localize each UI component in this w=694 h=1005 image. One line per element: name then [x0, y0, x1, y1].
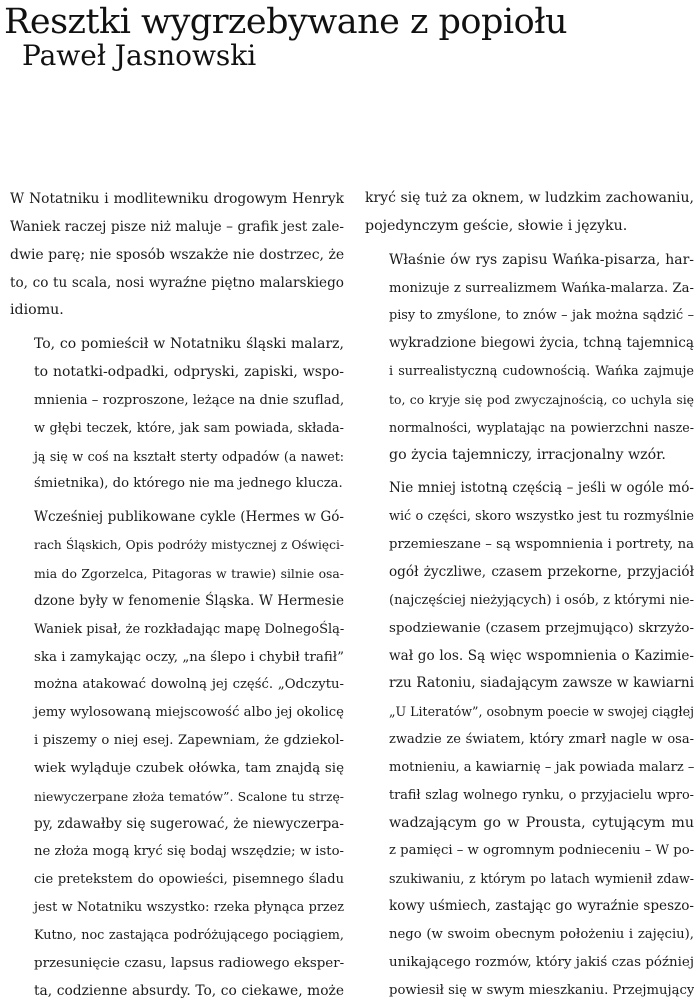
text-line: nego (w swoim obecnym położeniu i zajęciu),: [389, 926, 694, 942]
text-line: „U Literatów”, osobnym poecie w swojej ciągłej: [389, 704, 694, 720]
article-title: Resztki wygrzebywane z popiołu: [4, 2, 568, 42]
paragraph: [10, 504, 344, 1005]
text-line: Nie mniej istotną częścią – jeśli w ogóle mó-: [389, 480, 694, 497]
text-line: ne złoża mogą kryć się bodaj wszędzie; w isto-: [34, 844, 344, 860]
text-line: ta, codzienne absurdy. To, co ciekawe, może: [34, 982, 344, 999]
text-line: mnienia – rozproszone, leżące na dnie szuflad,: [34, 392, 345, 408]
text-line: szukiwaniu, z którym po latach wymienił zdaw-: [389, 871, 694, 887]
text-line: i surrealistyczną cudownością. Wańka zajmuje: [389, 364, 694, 380]
text-line: przemieszane – są wspomnienia i portrety, na: [389, 537, 694, 553]
text-line: Kutno, noc zastająca podróżującego pociągiem,: [34, 927, 344, 943]
text-line: wykradzione biegowi życia, tchną tajemnicą: [389, 335, 694, 352]
text-line: go życia tajemniczy, irracjonalny wzór.: [389, 446, 666, 463]
text-line: kowy uśmiech, zastając go wyraźnie speszo-: [389, 898, 694, 915]
paragraph: [10, 331, 344, 498]
text-line: można atakować dowolną jej część. „Odczytu-: [34, 677, 344, 693]
text-line: spodziewanie (czasem przejmująco) skrzyżo-: [389, 620, 694, 636]
text-line: dwie parę; nie sposób wszakże nie dostrzec, że: [10, 246, 345, 263]
text-line: monizuje z surrealizmem Wańka-malarza. Za-: [389, 280, 694, 296]
text-line: to notatki-odpadki, odpryski, zapiski, wspo-: [34, 364, 344, 381]
text-line: powiesił się w swym mieszkaniu. Przejmujący: [389, 982, 694, 998]
text-line: W Notatniku i modlitewniku drogowym Henryk: [10, 191, 344, 207]
text-line: ją się w coś na kształt sterty odpadów (a nawet:: [34, 448, 344, 464]
text-line: trafił szlag wolnego rynku, o przyjacielu wpro-: [389, 787, 694, 803]
paragraph: [365, 475, 694, 1004]
text-line: Waniek raczej pisze niż maluje – grafik jest zale-: [10, 218, 344, 235]
text-line: normalności, wyplatając na powierzchni nasze-: [389, 419, 694, 435]
text-line: jemy wylosowaną miejscowość albo jej okolicę: [34, 705, 344, 721]
text-line: unikającego rozmów, który jakiś czas później: [389, 954, 694, 970]
text-line: Właśnie ów rys zapisu Wańka-pisarza, har-: [389, 251, 694, 268]
text-line: rach Śląskich, Opis podróży mistycznej z Oświęci-: [34, 538, 344, 553]
text-line: ogół życzliwe, czasem przekorne, przyjaciół: [389, 563, 694, 580]
paragraph: [365, 185, 694, 241]
text-line: motnieniu, a kawiarnię – jak powiada malarz –: [389, 759, 694, 775]
text-line: wadzającym go w Prousta, cytującym mu: [389, 814, 694, 831]
text-line: mia do Zgorzelca, Pitagoras w trawie) silnie osa-: [34, 565, 344, 581]
text-line: wał go los. Są więc wspomnienia o Kazimie-: [389, 647, 694, 664]
text-line: jest w Notatniku wszystko: rzeka płynąca przez: [34, 900, 344, 916]
text-line: i piszemy o niej esej. Zapewniam, że gdziekol-: [34, 733, 344, 749]
text-line: cie pretekstem do opowieści, pisemnego śladu: [34, 872, 344, 888]
text-line: pojedynczym geście, słowie i języku.: [365, 217, 628, 234]
text-line: to, co tu scala, nosi wyraźne piętno malarskiego: [10, 274, 344, 291]
text-line: wiek wyląduje czubek ołówka, tam znajdą się: [34, 760, 344, 776]
text-line: (najczęściej nieżyjących) i osób, z którymi nie-: [389, 592, 694, 608]
text-line: przesunięcie czasu, lapsus radiowego eksper-: [34, 955, 345, 971]
text-line: zwadzie ze światem, który zmarł nagle w osa-: [389, 732, 694, 748]
text-line: to, co kryje się pod zwyczajnością, co uchyla się: [389, 391, 694, 407]
text-line: rzu Ratoniu, siadającym zawsze w kawiarni: [389, 675, 694, 692]
text-line: dzone były w fenomenie Śląska. W Hermesie: [34, 592, 344, 609]
text-line: Wcześniej publikowane cykle (Hermes w Gó-: [34, 509, 344, 526]
right-column: [365, 185, 694, 1004]
paragraph: [10, 186, 344, 325]
text-line: kryć się tuż za oknem, w ludzkim zachowaniu,: [365, 190, 694, 206]
text-line: py, zdawałby się sugerować, że niewyczerpa-: [34, 815, 344, 832]
text-line: z pamięci – w ogromnym podnieceniu – W po-: [389, 843, 694, 859]
left-column: [10, 186, 344, 1005]
text-line: Waniek pisał, że rozkładając mapę DolnegoŚlą-: [34, 621, 345, 637]
article-author: Paweł Jasnowski: [22, 39, 257, 72]
text-line: niewyczerpane złoża tematów”. Scalone tu strzę-: [34, 788, 344, 804]
paragraph: [365, 247, 694, 470]
text-line: w głębi teczek, które, jak sam powiada, składa-: [34, 420, 344, 436]
text-line: pisy to zmyślone, to znów – jak można sądzić –: [389, 308, 694, 324]
text-line: ska i zamykając oczy, „na ślepo i chybił trafił”: [34, 649, 344, 665]
text-line: wić o części, skoro wszystko jest tu rozmyślnie: [389, 509, 694, 525]
text-line: To, co pomieścił w Notatniku śląski malarz,: [34, 336, 344, 353]
text-line: śmietnika), do którego nie ma jednego klucza.: [34, 476, 343, 492]
text-line: idiomu.: [10, 302, 64, 319]
